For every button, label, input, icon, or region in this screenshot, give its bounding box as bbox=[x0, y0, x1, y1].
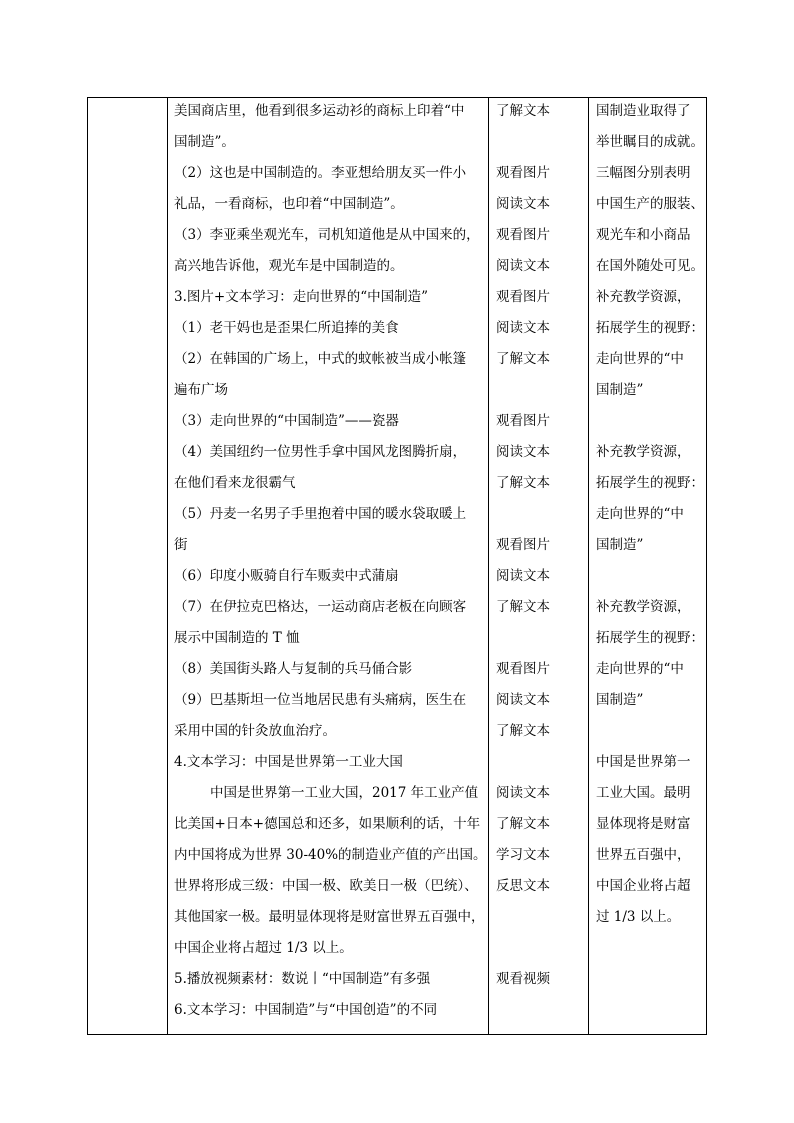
note-text-line: 国制造” bbox=[596, 692, 644, 708]
note-text-line: 拓展学生的视野： bbox=[596, 630, 704, 646]
main-text-line: 3.图片+文本学习：走向世界的“中国制造” bbox=[174, 289, 428, 305]
note-text-line: 举世瞩目的成就。 bbox=[596, 134, 704, 150]
activity-text-line: 阅读文本 bbox=[496, 785, 550, 801]
main-text-line: 国制造”。 bbox=[174, 134, 235, 150]
activity-text-line: 观看图片 bbox=[496, 413, 550, 429]
activity-text-line: 阅读文本 bbox=[496, 692, 550, 708]
note-text-line: 世界五百强中， bbox=[596, 847, 691, 863]
activity-text-line: 观看图片 bbox=[496, 165, 550, 181]
main-text-line: 美国商店里，他看到很多运动衫的商标上印着“中 bbox=[174, 103, 465, 119]
note-text-line: 中国生产的服装、 bbox=[596, 196, 704, 212]
activity-text-line: 了解文本 bbox=[496, 103, 550, 119]
note-text-line: 过 1/3 以上。 bbox=[596, 909, 681, 925]
activity-text-line: 反思文本 bbox=[496, 878, 550, 894]
main-text-line: 中国企业将占超过 1/3 以上。 bbox=[174, 940, 353, 956]
main-text-line: 其他国家一极。最明显体现将是财富世界五百强中， bbox=[174, 909, 485, 925]
note-text-line: 工业大国。最明 bbox=[596, 785, 691, 801]
activity-text-line: 观看图片 bbox=[496, 227, 550, 243]
activity-text-line: 阅读文本 bbox=[496, 320, 550, 336]
main-text-line: 礼品，一看商标，也印着“中国制造”。 bbox=[174, 196, 404, 212]
note-text-line: 拓展学生的视野： bbox=[596, 320, 704, 336]
note-text-line: 走向世界的“中 bbox=[596, 661, 684, 677]
main-text-line: 采用中国的针灸放血治疗。 bbox=[174, 723, 336, 739]
activity-text-line: 了解文本 bbox=[496, 475, 550, 491]
main-text-line: 在他们看来龙很霸气 bbox=[174, 475, 296, 491]
main-text-line: 中国是世界第一工业大国，2017 年工业产值 bbox=[210, 785, 479, 801]
note-text-line: 拓展学生的视野： bbox=[596, 475, 704, 491]
main-text-line: 街 bbox=[174, 537, 188, 553]
main-text-line: 5.播放视频素材：数说丨“中国制造”有多强 bbox=[174, 971, 431, 987]
main-text-line: （3）李亚乘坐观光车，司机知道他是从中国来的， bbox=[174, 227, 480, 243]
main-text-line: 6.文本学习：中国制造”与“中国创造”的不同 bbox=[174, 1002, 438, 1018]
column-divider bbox=[488, 98, 489, 1034]
main-text-line: 遍布广场 bbox=[174, 382, 228, 398]
column-divider bbox=[167, 98, 168, 1034]
activity-text-line: 阅读文本 bbox=[496, 444, 550, 460]
lesson-table bbox=[87, 97, 707, 1035]
activity-text-line: 了解文本 bbox=[496, 351, 550, 367]
note-text-line: 显体现将是财富 bbox=[596, 816, 691, 832]
note-text-line: 观光车和小商品 bbox=[596, 227, 691, 243]
activity-text-line: 阅读文本 bbox=[496, 196, 550, 212]
main-text-line: （8）美国街头路人与复制的兵马俑合影 bbox=[174, 661, 413, 677]
activity-text-line: 了解文本 bbox=[496, 723, 550, 739]
main-text-line: （1）老干妈也是歪果仁所追捧的美食 bbox=[174, 320, 399, 336]
activity-text-line: 了解文本 bbox=[496, 816, 550, 832]
main-text-line: 高兴地告诉他，观光车是中国制造的。 bbox=[174, 258, 404, 274]
main-text-line: （6）印度小贩骑自行车贩卖中式蒲扇 bbox=[174, 568, 399, 584]
main-text-line: （2）这也是中国制造的。李亚想给朋友买一件小 bbox=[174, 165, 467, 181]
activity-text-line: 观看图片 bbox=[496, 537, 550, 553]
main-text-line: 内中国将成为世界 30-40%的制造业产值的产出国。 bbox=[174, 847, 487, 863]
main-text-line: （2）在韩国的广场上，中式的蚊帐被当成小帐篷 bbox=[174, 351, 467, 367]
note-text-line: 补充教学资源， bbox=[596, 599, 691, 615]
main-text-line: 比美国+日本+德国总和还多，如果顺利的话，十年 bbox=[174, 816, 481, 832]
note-text-line: 国制造业取得了 bbox=[596, 103, 691, 119]
note-text-line: 中国企业将占超 bbox=[596, 878, 691, 894]
main-text-line: （7）在伊拉克巴格达，一运动商店老板在向顾客 bbox=[174, 599, 467, 615]
note-text-line: 补充教学资源， bbox=[596, 289, 691, 305]
main-text-line: （9）巴基斯坦一位当地居民患有头痛病，医生在 bbox=[174, 692, 467, 708]
note-text-line: 国制造” bbox=[596, 382, 644, 398]
activity-text-line: 观看图片 bbox=[496, 661, 550, 677]
note-text-line: 补充教学资源， bbox=[596, 444, 691, 460]
activity-text-line: 观看视频 bbox=[496, 971, 550, 987]
note-text-line: 国制造” bbox=[596, 537, 644, 553]
main-text-line: （5）丹麦一名男子手里抱着中国的暖水袋取暖上 bbox=[174, 506, 467, 522]
activity-text-line: 阅读文本 bbox=[496, 568, 550, 584]
main-text-line: 展示中国制造的 T 恤 bbox=[174, 630, 300, 646]
activity-text-line: 阅读文本 bbox=[496, 258, 550, 274]
main-text-line: 4.文本学习：中国是世界第一工业大国 bbox=[174, 754, 403, 770]
main-text-line: 世界将形成三级：中国一极、欧美日一极（巴统）、 bbox=[174, 878, 478, 894]
note-text-line: 在国外随处可见。 bbox=[596, 258, 704, 274]
main-text-line: （3）走向世界的“中国制造”——瓷器 bbox=[174, 413, 399, 429]
activity-text-line: 观看图片 bbox=[496, 289, 550, 305]
activity-text-line: 了解文本 bbox=[496, 599, 550, 615]
note-text-line: 中国是世界第一 bbox=[596, 754, 691, 770]
note-text-line: 走向世界的“中 bbox=[596, 351, 684, 367]
note-text-line: 三幅图分别表明 bbox=[596, 165, 691, 181]
column-divider bbox=[588, 98, 589, 1034]
note-text-line: 走向世界的“中 bbox=[596, 506, 684, 522]
activity-text-line: 学习文本 bbox=[496, 847, 550, 863]
main-text-line: （4）美国纽约一位男性手拿中国风龙图腾折扇， bbox=[174, 444, 467, 460]
